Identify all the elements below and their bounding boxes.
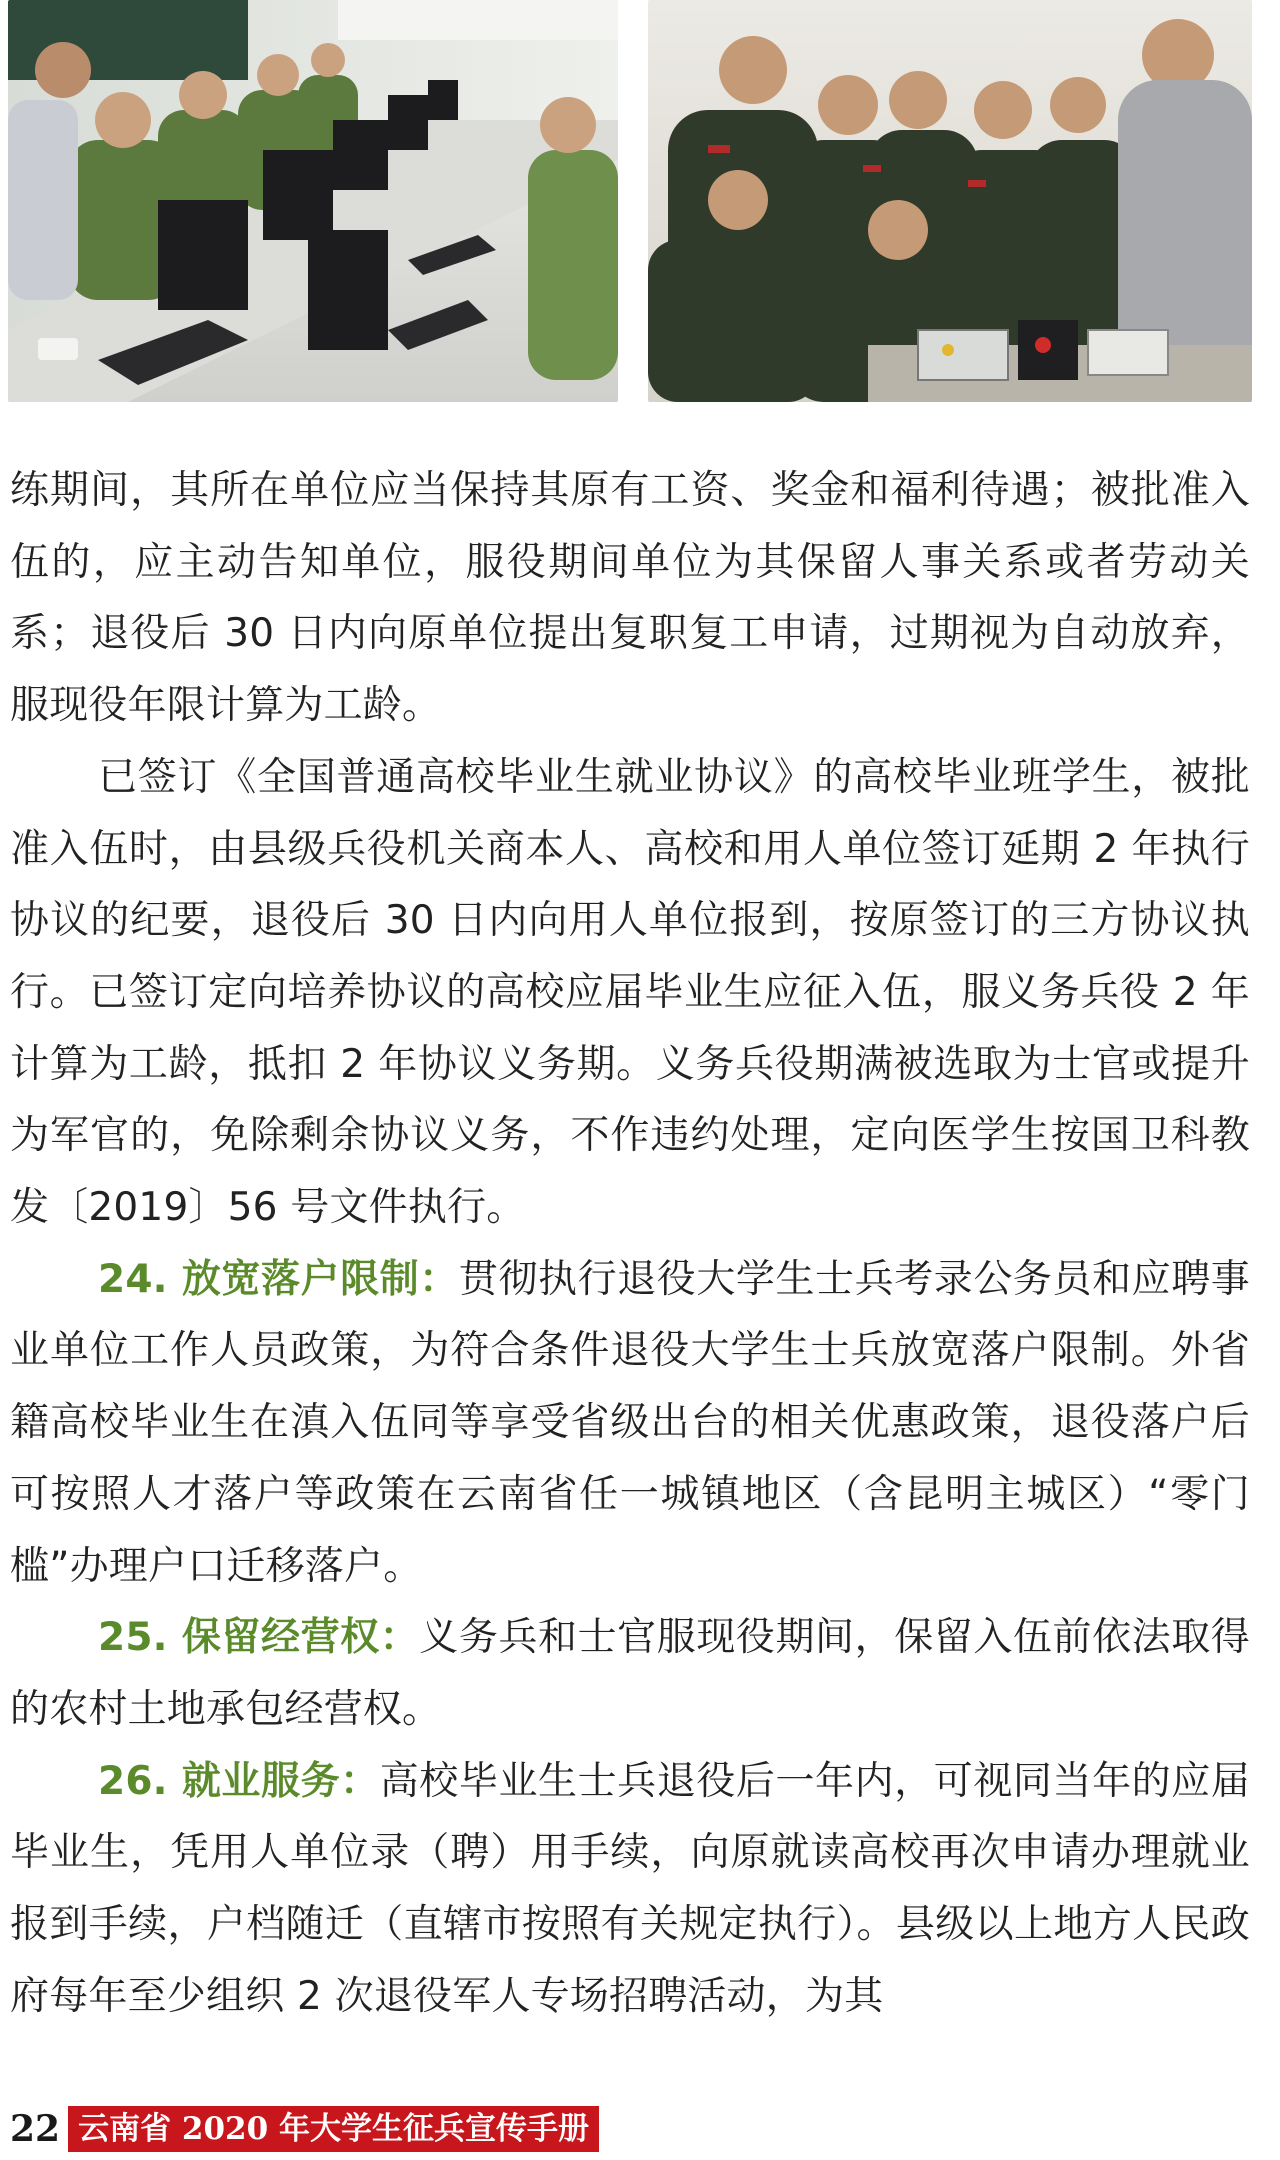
section-26 bbox=[10, 1746, 1250, 2033]
section-25 bbox=[10, 1602, 1250, 1745]
publication-title: 云南省 2020 年大学生征兵宣传手册 bbox=[68, 2106, 599, 2152]
electronics-lab-photo bbox=[648, 0, 1252, 402]
section-25-heading: 25. 保留经营权： bbox=[98, 1615, 420, 1661]
page-number: 22 bbox=[10, 2108, 61, 2150]
paragraph-continuation: 练期间，其所在单位应当保持其原有工资、奖金和福利待遇；被批准入伍的，应主动告知单位，服役期间单位为其保留人事关系或者劳动关系；退役后 30 日内向原单位提出复职复工申请，过期视为自动放弃，服现役年限计算为工龄。 bbox=[10, 468, 1250, 729]
section-24-heading: 24. 放宽落户限制： bbox=[98, 1256, 459, 1302]
page-footer bbox=[10, 2104, 599, 2154]
section-24 bbox=[10, 1244, 1250, 1603]
computer-lab-photo bbox=[8, 0, 618, 402]
computer-lab-photo-illustration bbox=[8, 0, 618, 402]
electronics-lab-photo-illustration bbox=[648, 0, 1252, 402]
section-25-text: 义务兵和士官服现役期间，保留入伍前依法取得的农村土地承包经营权。 bbox=[10, 1615, 1250, 1732]
section-24-text: 贯彻执行退役大学生士兵考录公务员和应聘事业单位工作人员政策，为符合条件退役大学生士兵放宽落户限制。外省籍高校毕业生在滇入伍同等享受省级出台的相关优惠政策，退役落户后可按照人才落户等政策在云南省任一城镇地区（含昆明主城区）“零门槛”办理户口迁移落户。 bbox=[10, 1256, 1250, 1589]
section-26-text: 高校毕业生士兵退役后一年内，可视同当年的应届毕业生，凭用人单位录（聘）用手续，向原就读高校再次申请办理就业报到手续，户档随迁（直辖市按照有关规定执行）。县级以上地方人民政府每年至少组织 2 次退役军人专场招聘活动，为其 bbox=[10, 1758, 1250, 2019]
section-26-heading: 26. 就业服务： bbox=[98, 1758, 380, 1804]
article-body bbox=[10, 455, 1250, 2032]
paragraph-employment-agreement: 已签订《全国普通高校毕业生就业协议》的高校毕业班学生，被批准入伍时，由县级兵役机关商本人、高校和用人单位签订延期 2 年执行协议的纪要，退役后 30 日内向用人单位报到，按原签订的三方协议执行。已签订定向培养协议的高校应届毕业生应征入伍，服义务兵役 2 年计算为工龄，抵扣 2 年协议义务期。义务兵役期满被选取为士官或提升为军官的，免除剩余协议义务，不作违约处理，定向医学生按国卫科教发〔2019〕56 号文件执行。 bbox=[10, 754, 1250, 1231]
